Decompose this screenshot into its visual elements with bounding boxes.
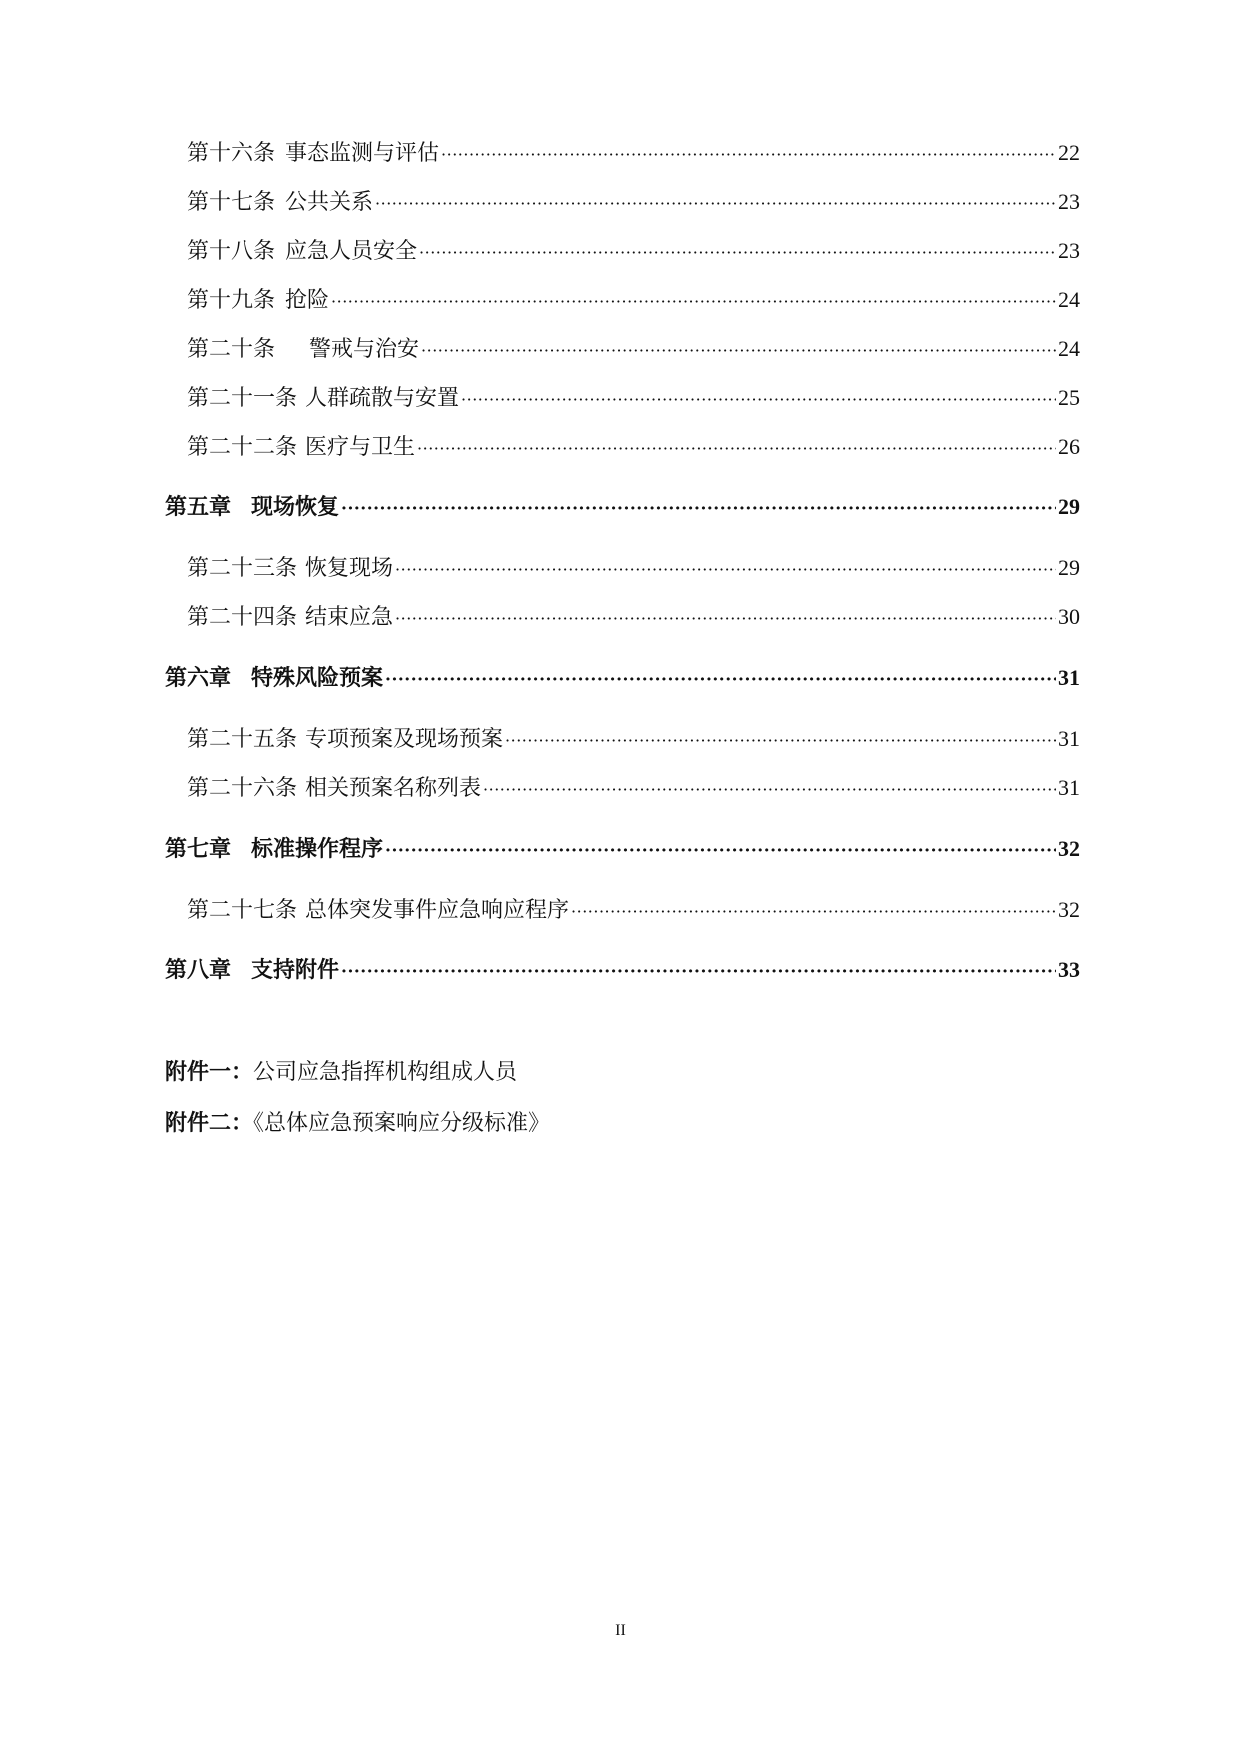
- toc-entry-title: 事态监测与评估: [285, 141, 440, 166]
- dot-leader: [571, 900, 1056, 922]
- toc-entry-page: 25: [1058, 385, 1080, 410]
- toc-entry-title: 专项预案及现场预案: [305, 727, 504, 752]
- toc-entry-number: 第七章: [165, 837, 232, 862]
- dot-leader: [441, 143, 1056, 165]
- toc-entry-chapter-5[interactable]: [165, 496, 1080, 519]
- toc-entry-article-25[interactable]: [187, 728, 1080, 751]
- toc-entry-page: 29: [1058, 494, 1080, 519]
- toc-entry-title: 恢复现场: [305, 556, 394, 581]
- toc-entry-title: 抢险: [285, 288, 330, 313]
- toc-entry-page: 33: [1058, 957, 1080, 982]
- dot-leader: [419, 241, 1056, 263]
- toc-entry-article-20[interactable]: [187, 338, 1080, 361]
- toc-entry-article-26[interactable]: [187, 777, 1080, 800]
- toc-entry-number: 第十九条: [187, 288, 276, 313]
- toc-entry-title: 人群疏散与安置: [305, 386, 460, 411]
- page-number: II: [615, 1622, 626, 1639]
- toc-entry-article-17[interactable]: [187, 191, 1080, 214]
- toc-entry-article-19[interactable]: [187, 289, 1080, 312]
- toc-entry-title: 警戒与治安: [309, 337, 420, 362]
- toc-entry-number: 第二十条: [187, 337, 276, 362]
- toc-entry-article-23[interactable]: [187, 557, 1080, 580]
- toc-entry-article-24[interactable]: [187, 606, 1080, 629]
- toc-entry-title: 医疗与卫生: [305, 435, 416, 460]
- toc-entry-number: 第十六条: [187, 141, 276, 166]
- dot-leader: [331, 290, 1056, 312]
- dot-leader: [417, 437, 1056, 459]
- toc-entry-title: 现场恢复: [251, 495, 340, 520]
- dot-leader: [505, 729, 1056, 751]
- toc-entry-number: 第十七条: [187, 190, 276, 215]
- dot-leader: [395, 558, 1056, 580]
- dot-leader: [421, 339, 1056, 361]
- attachment-2: [165, 1113, 550, 1135]
- attachment-label: 附件一：: [165, 1060, 254, 1085]
- attachment-label: 附件二：: [165, 1111, 254, 1136]
- dot-leader: [395, 607, 1056, 629]
- toc-entry-article-22[interactable]: [187, 436, 1080, 459]
- toc-entry-number: 第六章: [165, 666, 232, 691]
- toc-entry-title: 公共关系: [285, 190, 374, 215]
- toc-entry-number: 第二十二条: [187, 435, 298, 460]
- dot-leader: [385, 839, 1056, 861]
- toc-entry-page: 32: [1058, 836, 1080, 861]
- toc-entry-page: 32: [1058, 897, 1080, 922]
- toc-entry-article-27[interactable]: [187, 899, 1080, 922]
- toc-entry-number: 第八章: [165, 958, 232, 983]
- toc-entry-page: 29: [1058, 555, 1080, 580]
- dot-leader: [341, 497, 1056, 519]
- toc-entry-chapter-8[interactable]: [165, 959, 1080, 982]
- dot-leader: [385, 668, 1056, 690]
- toc-entry-number: 第二十一条: [187, 386, 298, 411]
- toc-entry-page: 26: [1058, 434, 1080, 459]
- dot-leader: [341, 960, 1056, 982]
- toc-entry-page: 31: [1058, 726, 1080, 751]
- toc-entry-number: 第二十五条: [187, 727, 298, 752]
- toc-entry-page: 23: [1058, 189, 1080, 214]
- toc-entry-article-21[interactable]: [187, 387, 1080, 410]
- toc-entry-title: 总体突发事件应急响应程序: [305, 898, 570, 923]
- toc-entry-number: 第二十四条: [187, 605, 298, 630]
- toc-entry-number: 第五章: [165, 495, 232, 520]
- toc-entry-number: 第十八条: [187, 239, 276, 264]
- toc-entry-page: 23: [1058, 238, 1080, 263]
- dot-leader: [461, 388, 1056, 410]
- toc-entry-number: 第二十三条: [187, 556, 298, 581]
- attachment-text: 公司应急指挥机构组成人员: [253, 1060, 518, 1085]
- toc-entry-title: 结束应急: [305, 605, 394, 630]
- toc-entry-page: 24: [1058, 336, 1080, 361]
- toc-entry-number: 第二十六条: [187, 776, 298, 801]
- toc-entry-article-16[interactable]: [187, 142, 1080, 165]
- attachment-1: [165, 1062, 517, 1084]
- toc-entry-title: 支持附件: [251, 958, 340, 983]
- toc-entry-title: 应急人员安全: [285, 239, 418, 264]
- toc-entry-chapter-6[interactable]: [165, 667, 1080, 690]
- toc-entry-page: 31: [1058, 665, 1080, 690]
- toc-entry-title: 标准操作程序: [251, 837, 384, 862]
- dot-leader: [375, 192, 1056, 214]
- dot-leader: [483, 778, 1056, 800]
- toc-entry-title: 特殊风险预案: [251, 666, 384, 691]
- toc-entry-page: 24: [1058, 287, 1080, 312]
- toc-entry-title: 相关预案名称列表: [305, 776, 482, 801]
- toc-entry-page: 22: [1058, 140, 1080, 165]
- toc-entry-chapter-7[interactable]: [165, 838, 1080, 861]
- toc-entry-number: 第二十七条: [187, 898, 298, 923]
- attachment-text: 《总体应急预案响应分级标准》: [253, 1111, 551, 1136]
- toc-entry-page: 31: [1058, 775, 1080, 800]
- toc-entry-article-18[interactable]: [187, 240, 1080, 263]
- toc-entry-page: 30: [1058, 604, 1080, 629]
